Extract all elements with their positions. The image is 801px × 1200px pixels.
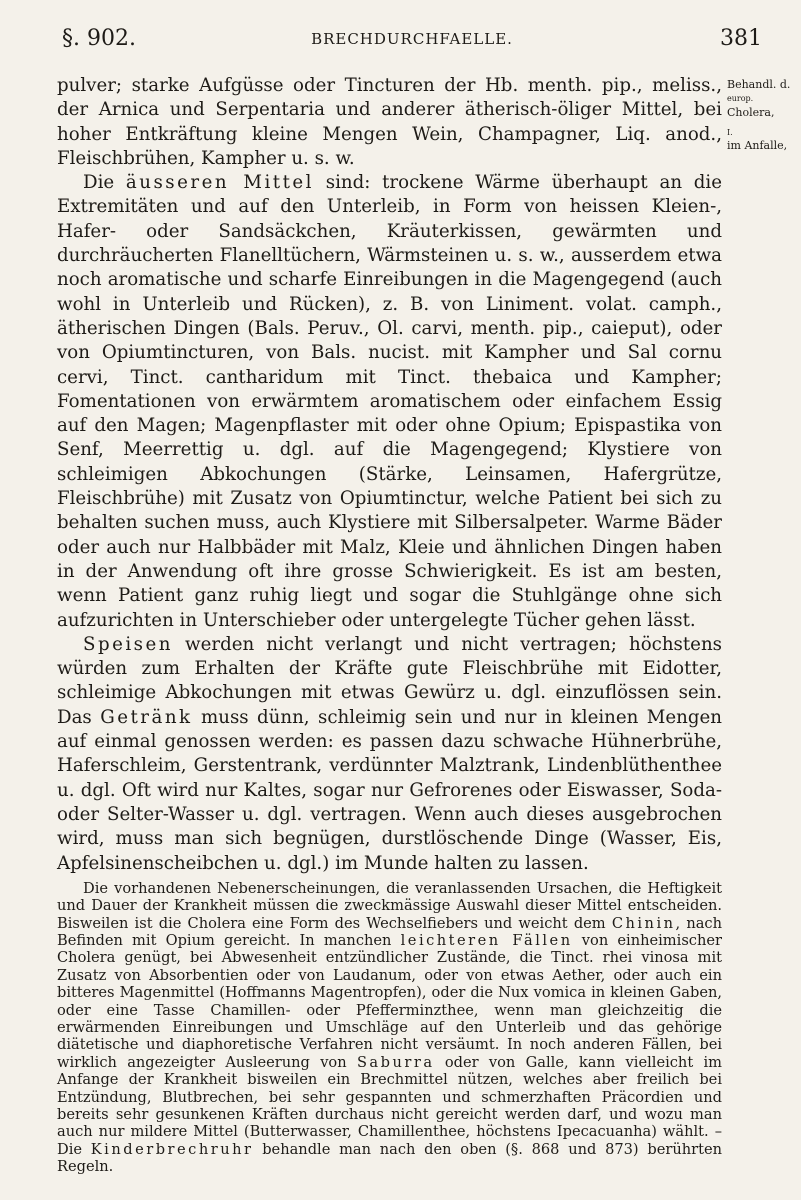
- margin-note-anfalle: [727, 125, 787, 152]
- paragraph-text: werden nicht verlangt und nicht vertragen; höchstens würden zum Erhalten der Kräfte gute Fleischbrühe mit Eidotter, schleimige Abkochungen mit etwas Gewürz u. dgl. einzuflössen sein. Das: [57, 633, 722, 728]
- margin-note-behandl: [727, 78, 790, 105]
- margin-note-cholera: [727, 106, 774, 119]
- emphasis-text: Speisen: [83, 633, 173, 655]
- margin-note-text: Cholera,: [727, 106, 775, 119]
- note-text: Die vorhandenen Nebenerscheinungen, die veranlassenden Ursachen, die Heftigkeit und Dauer der Krankheit müssen die zweckmässige Auswahl dieser Mittel entscheiden. Bisweilen ist die Cholera eine Form des Wechselfiebers und weicht dem: [57, 879, 722, 932]
- margin-note-text: europ.: [727, 94, 754, 103]
- page-header: [62, 22, 762, 56]
- note-text: , nach Befinden mit Opium gereicht. In manchen: [57, 914, 722, 950]
- paragraph-text: Fleischbrühen, Kampher u. s. w.: [57, 147, 355, 169]
- emphasis-text: Kinderbrechruhr: [90, 1140, 254, 1158]
- margin-note-text: d.: [779, 78, 791, 91]
- paragraph-text: sind: trockene Wärme überhaupt an die Extremitäten und auf den Unterleib, in Form von heissen Kleien-, Hafer- oder Sandsäckchen, Kräuterkissen, gewärmten und durchräucherten Flanelltüchern, Wärmsteinen u. s. w., ausserdem etwa noch aromatische und scharfe Einreibungen in die Magengegend (auch wohl in Unterleib und Rücken), z. B. von Liniment. volat. camph., ätherischen Dingen (Bals. Peruv., Ol. carvi, menth. pip., caieput), oder von Opiumtincturen, von Bals. nucist. mit Kampher und Sal cornu cervi, Tinct. cantharidum mit Tinct. thebaica und Kampher; Fomentationen von erwärmtem aromatischem oder einfachem Essig auf den Magen; Magenpflaster mit oder ohne Opium; Epispastika von Senf, Meerrettig u. dgl. auf die Magengegend; Klystiere von schleimigen Abkochungen (Stärke, Leinsamen, Hafergrütze, Fleischbrühe) mit Zusatz von Opiumtinctur, welche Patient bei sich zu behalten suchen muss, auch Klystiere mit Silbersalpeter. Warme Bäder oder auch nur Halbbäder mit Malz, Kleie und ähnlichen Dingen haben in der Anwendung oft ihre grosse Schwierigkeit. Es ist am besten, wenn Patient ganz ruhig liegt und sogar die Stuhlgänge ohne sich aufzurichten in Unterschieber oder untergelegte Tücher gehen lässt.: [57, 172, 723, 631]
- note-text: von einheimischer Cholera genügt, bei Abwesenheit entzündlicher Zustände, die Tinct. rhei vinosa mit Zusatz von Absorbentien oder von Laudanum, oder von etwas Aether, oder auch ein bitteres Magenmittel (Hoffmanns Magentropfen), oder die Nux vomica in kleinen Gaben, oder eine Tasse Chamillen- oder Pfefferminzthee, wenn man gleichzeitig die erwärmenden Einreibungen und Umschläge auf den Unterleib und das gehörige diätetische und diaphoretische Verfahren nicht versäumt. In noch anderen Fällen, bei wirklich angezeigter Ausleerung von: [57, 932, 722, 1071]
- paragraph-1: [57, 74, 722, 171]
- margin-note-text: Behandl.: [727, 78, 777, 91]
- page-body: [57, 74, 722, 1176]
- small-print-note: [57, 880, 722, 1176]
- margin-note-text: im Anfalle,: [727, 139, 788, 152]
- emphasis-text: äusseren Mittel: [125, 172, 314, 194]
- paragraph-text: pulver; starke Aufgüsse oder Tincturen der Hb. menth. pip., meliss., der Arnica und Serpentaria und anderer ätherisch-öliger Mittel, bei hoher Entkräftung kleine Mengen Wein, Champagner, Liq. anod.,: [57, 75, 722, 145]
- paragraph-text: muss dünn, schleimig sein und nur in kleinen Mengen auf einmal genossen werden: es passen dazu schwache Hühnerbrühe, Haferschleim, Gerstentrank, verdünnter Malztrank, Lindenblüthenthee u. dgl. Oft wird nur Kaltes, sogar nur Gefrorenes oder Eiswasser, Soda- oder Selter-Wasser u. dgl. vertragen. Wenn auch dieses ausgebrochen wird, muss man sich begnügen, durstlöschende Dinge (Wasser, Eis, Apfelsinenscheibchen u. dgl.) im Munde halten zu lassen.: [57, 706, 723, 874]
- emphasis-text: Getränk: [100, 706, 193, 728]
- emphasis-text: Saburra: [356, 1053, 435, 1071]
- running-title: BRECHDURCHFAELLE.: [311, 30, 513, 48]
- margin-note-text: I.: [727, 128, 733, 137]
- page-number: 381: [720, 26, 762, 51]
- note-text: oder von Galle, kann vielleicht im Anfange der Krankheit bisweilen ein Brechmittel nützen, welches aber freilich bei Entzündung, Blutbrechen, bei sehr gespannten und schmerzhaften Präcordien und bereits sehr gesunkenen Kräften durchaus nicht gereicht werden darf, und wozu man auch nur mildere Mittel (Butterwasser, Chamillenthee, höchstens Ipecacuanha) wählt. – Die: [57, 1053, 722, 1158]
- paragraph-text: Die: [83, 172, 126, 194]
- section-number: §. 902.: [62, 26, 136, 51]
- emphasis-text: leichteren Fällen: [400, 932, 573, 950]
- paragraph-food-drink: [57, 633, 722, 876]
- note-text: behandle man nach den oben (§. 868 und 873) berührten Regeln.: [57, 1140, 722, 1176]
- paragraph-external-remedies: [57, 171, 722, 633]
- emphasis-text: Chinin: [611, 914, 676, 932]
